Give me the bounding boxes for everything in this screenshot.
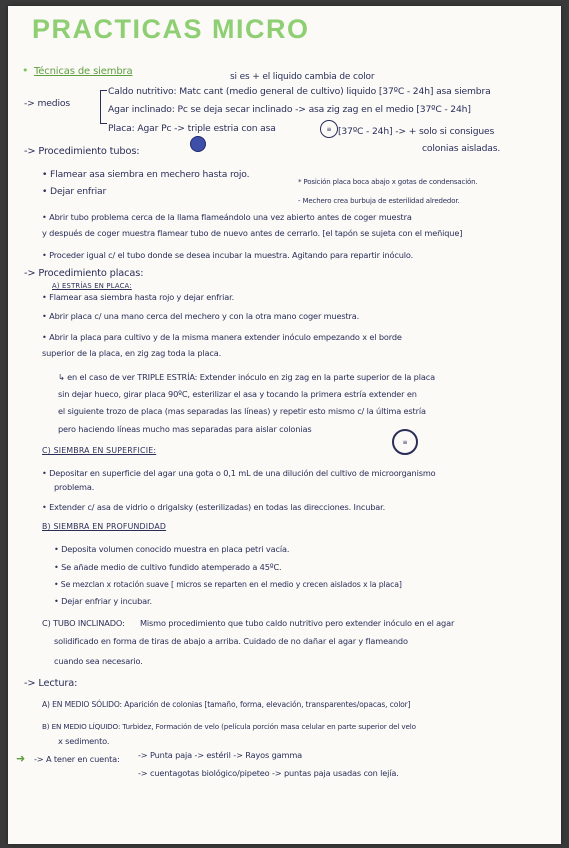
page-title: PRACTICAS MICRO: [32, 14, 310, 44]
proc-placas-item: ↳ en el caso de ver TRIPLE ESTRÍA: Extender inóculo en zig zag en la parte superior de la placa: [58, 372, 435, 382]
lectura-item: x sedimento.: [58, 736, 110, 746]
proc-placas-item: el siguiente trozo de placa (mas separadas las líneas) y repetir esto mismo c/ la última estría: [58, 406, 426, 416]
proc-placas-item: problema.: [54, 482, 95, 492]
lectura-heading: -> Lectura:: [24, 678, 78, 689]
proc-placas-item: • Extender c/ asa de vidrio o drigalsky (esterilizadas) en todas las direcciones. Incubar.: [42, 502, 386, 512]
proc-placas-item: superior de la placa, en zig zag toda la placa.: [42, 348, 222, 358]
stamp-icon: ≡: [320, 120, 338, 138]
proc-placas-item: • Flamear asa siembra hasta rojo y dejar enfriar.: [42, 292, 235, 302]
proc-placas-item: • Abrir placa c/ una mano cerca del mechero y con la otra mano coger muestra.: [42, 311, 360, 321]
proc-placas-sub-d: C) TUBO INCLINADO:: [42, 618, 125, 628]
proc-placas-item: cuando sea necesario.: [54, 656, 143, 666]
proc-placas-heading: -> Procedimiento placas:: [24, 268, 144, 279]
arrow-icon: ➜: [16, 752, 26, 765]
medios-placa-tail: [37ºC - 24h] -> + solo si consigues: [338, 126, 495, 137]
proc-placas-sub-c: C) SIEMBRA EN SUPERFICIE:: [42, 446, 157, 455]
proc-placas-item: Mismo procedimiento que tubo caldo nutritivo pero extender inóculo en el agar: [140, 618, 455, 628]
proc-placas-sub-a: A) ESTRÍAS EN PLACA:: [52, 282, 132, 290]
brace-bracket: [100, 90, 107, 124]
medios-label: -> medios: [24, 98, 70, 109]
petri-dish-icon: [190, 136, 206, 152]
proc-tubos-item: • Dejar enfriar: [42, 186, 107, 197]
medios-placa: Placa: Agar Pc -> triple estria con asa: [108, 123, 276, 134]
lectura-item: -> Punta paja -> estéril -> Rayos gamma: [138, 750, 303, 760]
bullet-icon: •: [22, 64, 29, 77]
proc-placas-item: • Dejar enfriar y incubar.: [54, 596, 152, 606]
proc-placas-item: • Deposita volumen conocido muestra en placa petri vacía.: [54, 544, 290, 554]
proc-tubos-side-note: - Mechero crea burbuja de esterilidad alrededor.: [298, 197, 460, 205]
medios-placa-tail2: colonias aisladas.: [422, 143, 501, 154]
proc-tubos-item: • Abrir tubo problema cerca de la llama flameándolo una vez abierto antes de coger muestra: [42, 212, 412, 222]
lectura-item: A) EN MEDIO SÓLIDO: Aparición de colonias [tamaño, forma, elevación, transparentes/opacas, color]: [42, 700, 411, 709]
proc-placas-item: • Abrir la placa para cultivo y de la misma manera extender inóculo empezando x el borde: [42, 332, 402, 342]
lectura-item: -> cuentagotas biológico/pipeteo -> puntas paja usadas con lejía.: [138, 768, 399, 778]
notebook-page: [8, 6, 561, 844]
lectura-note-label: -> A tener en cuenta:: [34, 754, 120, 764]
medios-caldo: Caldo nutritivo: Matc cant (medio general de cultivo) liquido [37ºC - 24h] asa siembra: [108, 86, 491, 97]
proc-placas-item: • Se mezclan x rotación suave [ micros se reparten en el medio y crecen aislados x la placa]: [54, 580, 402, 589]
proc-tubos-item: • Proceder igual c/ el tubo donde se desea incubar la muestra. Agitando para repartir inóculo.: [42, 250, 414, 260]
proc-placas-item: sin dejar hueco, girar placa 90ºC, esterilizar el asa y tocando la primera estría extender en: [58, 389, 417, 399]
lectura-item: B) EN MEDIO LÍQUIDO: Turbidez, Formación de velo (película porción masa celular en parte superior del velo: [42, 722, 416, 731]
section-tecnicas-heading: Técnicas de siembra: [34, 66, 133, 77]
note-top: si es + el liquido cambia de color: [230, 72, 375, 82]
proc-placas-item: pero haciendo líneas mucho mas separadas para aislar colonias: [58, 424, 312, 434]
proc-tubos-side-note: * Posición placa boca abajo x gotas de condensación.: [298, 178, 478, 186]
proc-placas-item: • Depositar en superficie del agar una gota o 0,1 mL de una dilución del cultivo de microorganismo: [42, 468, 436, 478]
stamp-icon: ≡: [392, 429, 418, 455]
proc-tubos-item: • Flamear asa siembra en mechero hasta rojo.: [42, 169, 250, 180]
proc-placas-item: • Se añade medio de cultivo fundido atemperado a 45ºC.: [54, 562, 282, 572]
proc-tubos-item: y después de coger muestra flamear tubo de nuevo antes de cerrarlo. [el tapón se sujeta con el meñique]: [42, 228, 463, 238]
medios-agar: Agar inclinado: Pc se deja secar inclinado -> asa zig zag en el medio [37ºC - 24h]: [108, 104, 471, 115]
proc-placas-item: solidificado en forma de tiras de abajo a arriba. Cuidado de no dañar el agar y flameando: [54, 636, 408, 646]
proc-tubos-heading: -> Procedimiento tubos:: [24, 146, 140, 157]
proc-placas-sub-b: B) SIEMBRA EN PROFUNDIDAD: [42, 522, 167, 531]
